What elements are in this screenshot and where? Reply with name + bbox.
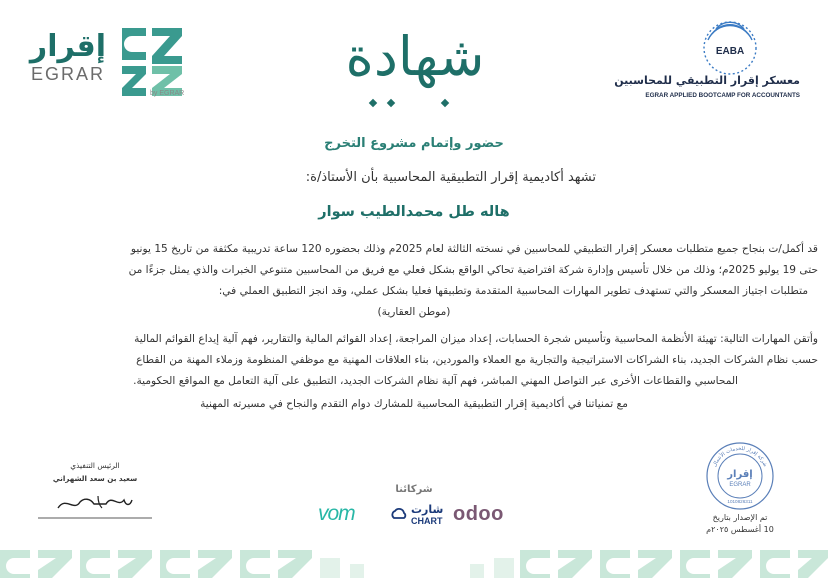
company-stamp-icon (704, 440, 776, 512)
decorative-pattern-band (0, 544, 828, 578)
signatory-name: سعيد بن سعد الشهراني (52, 474, 138, 483)
issue-date: 10 أغسطس ٢٠٢٥م (706, 525, 774, 534)
egrar-logo-arabic: إقرار (29, 29, 107, 64)
chart-logo-english: CHART (411, 516, 443, 526)
signature-icon (36, 486, 154, 522)
chart-cloud-icon (390, 506, 408, 524)
eaba-emblem-text: EABA (715, 46, 745, 57)
by-egrar-caption: by EGRAR (150, 90, 185, 97)
partner-chart-logo (390, 503, 450, 529)
eaba-name-english: EGRAR APPLIED BOOTCAMP FOR ACCOUNTANTS (645, 92, 800, 99)
attestation-line: تشهد أكاديمية إقرار التطبيقية المحاسبية بأن الأستاذ/ة: (305, 170, 596, 185)
stamp-sub-text: EGRAR (729, 482, 751, 488)
partners-label: شركائنا (395, 484, 433, 495)
partner-vom-logo: vom (318, 502, 355, 525)
eaba-emblem-icon (700, 18, 760, 78)
certificate-subtitle: حضور وإتمام مشروع التخرج (324, 136, 504, 151)
ezz-mark-icon (118, 20, 188, 100)
egrar-logo-english: EGRAR (30, 64, 105, 84)
body-line-2: حتى 19 يوليو 2025م؛ وذلك من خلال تأسيس وإدارة شركة افتراضية تحاكي الواقع بشكل فعلي مع فريق من المحاسبين متنوعي الخبرات والذي يمثل جزءًا من (128, 264, 818, 276)
skills-line-3: المحاسبي والقطاعات الأخرى عبر التواصل المهني المباشر، فهم آلية نظام الشركات الجديد، التطبيق على آلية التعامل مع المواقع الحكومية. (133, 375, 738, 387)
skills-line-1: وأتقن المهارات التالية: تهيئة الأنظمة المحاسبية وتأسيس شجرة الحسابات، إعداد ميزان المراجعة، إعداد القوائم المالية والتقارير، فهم آلية إيداع القوائم المالية (134, 333, 818, 345)
partner-odoo-logo: odoo (453, 503, 504, 525)
issue-label: تم الإصدار بتاريخ (712, 513, 768, 522)
stamp-ring-text: شركة إقرار للخدمات الأعمال (711, 445, 769, 468)
title-ornament-icon (330, 96, 500, 110)
eaba-name-arabic: معسكر إقرار التطبيقي للمحاسبين (614, 74, 800, 87)
certificate-title: شهادة (345, 25, 485, 88)
recipient-name: هاله طل محمدالطيب سوار (318, 204, 510, 220)
signatory-title: الرئيس التنفيذي (70, 461, 120, 470)
body-line-1: قد أكمل/ت بنجاح جميع متطلبات معسكر إقرار التطبيقي للمحاسبين في نسخته الثالثة لعام 2025م وذلك بحضوره 120 ساعة تدريبية مكثفة من تاريخ 15 يونيو (130, 243, 818, 255)
skills-line-2: حسب نظام الشركات الجديد، بناء الشراكات الاستراتيجية والتجارية مع العملاء والموردين، بناء العلاقات المهنية مع موظفي المنظومة وزملاء المهنة من القطاع (136, 354, 818, 366)
chart-logo-arabic: شارت (411, 503, 444, 516)
egrar-logo (22, 30, 114, 92)
stamp-number: 1010826311 (727, 499, 753, 504)
closing-line: مع تمنياتنا في أكاديمية إقرار التطبيقية المحاسبية للمشارك دوام التقدم والنجاح في مسيرته المهنية (200, 398, 628, 410)
stamp-center-text: إقرار (727, 469, 753, 480)
project-name: (موطن العقارية) (377, 306, 451, 318)
body-line-3: متطلبات اجتياز المعسكر والتي تستهدف تطوير المهارات المحاسبية المتقدمة وتطبيقها فعليا بشكل عملي، وقد انجز التطبيق العملي في: (218, 285, 808, 297)
